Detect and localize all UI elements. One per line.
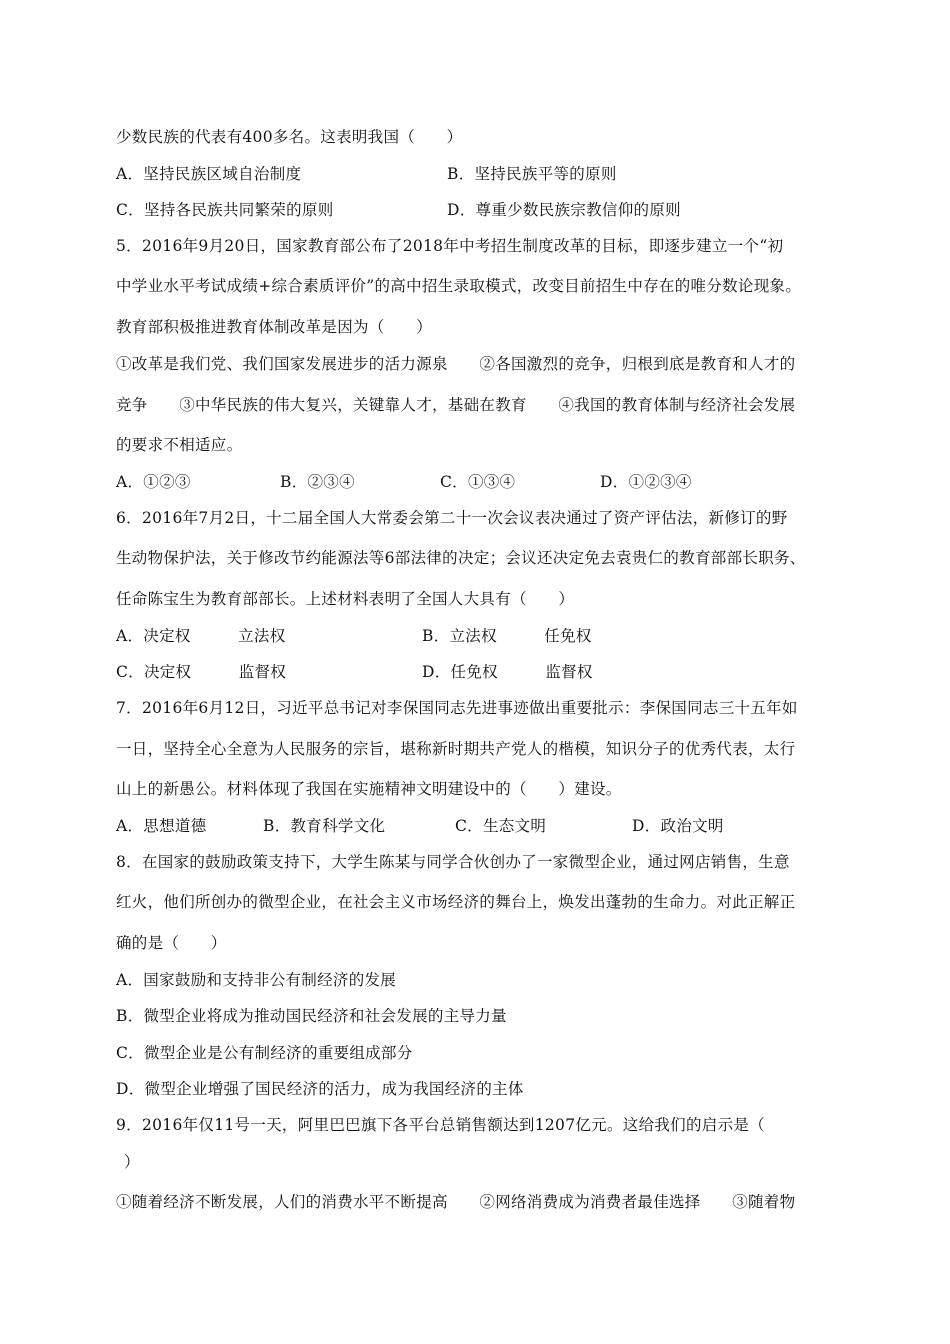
q5-statement-line-3: 的要求不相适应。 (116, 436, 243, 454)
q7-stem-line-2: 一日，坚持全心全意为人民服务的宗旨，堪称新时期共产党人的楷模，知识分子的优秀代表，太行 (116, 740, 796, 758)
q9-stem-line-2: ） (124, 1153, 140, 1171)
q7-stem-line-3: 山上的新愚公。材料体现了我国在实施精神文明建设中的（ ）建设。 (116, 780, 622, 798)
q9-stem-line-1: 9．2016年仅11号一天，阿里巴巴旗下各平台总销售额达到1207亿元。这给我们的启示是（ (116, 1116, 765, 1134)
q6-option-b: B．立法权 任免权 (422, 627, 592, 645)
q7-option-a: A．思想道德 (116, 817, 207, 835)
q8-stem-line-1: 8．在国家的鼓励政策支持下，大学生陈某与同学合伙创办了一家微型企业，通过网店销售，生意 (116, 853, 790, 871)
q5-stem-line-2: 中学业水平考试成绩+综合素质评价”的高中招生录取模式，改变目前招生中存在的唯分数论现象。 (116, 277, 802, 295)
q5-stem-line-1: 5．2016年9月20日，国家教育部公布了2018年中考招生制度改革的目标，即逐步建立一个“初 (116, 237, 784, 255)
q4-option-d: D．尊重少数民族宗教信仰的原则 (447, 201, 681, 219)
q7-option-b: B．教育科学文化 (263, 817, 386, 835)
q7-stem-line-1: 7．2016年6月12日，习近平总书记对李保国同志先进事迹做出重要批示：李保国同志三十五年如 (116, 699, 798, 717)
q6-stem-line-2: 生动物保护法，关于修改节约能源法等6部法律的决定；会议还决定免去袁贵仁的教育部部长职务、 (116, 549, 806, 567)
q4-option-a: A．坚持民族区域自治制度 (116, 165, 302, 183)
q4-option-b: B．坚持民族平等的原则 (447, 165, 617, 183)
q5-option-d: D．①②③④ (600, 473, 692, 491)
q5-option-c: C．①③④ (440, 473, 516, 491)
q8-stem-line-3: 确的是（ ） (116, 934, 227, 952)
q8-stem-line-2: 红火，他们所创办的微型企业，在社会主义市场经济的舞台上，焕发出蓬勃的生命力。对此正解正 (116, 893, 796, 911)
q8-option-c: C．微型企业是公有制经济的重要组成部分 (116, 1044, 413, 1062)
q6-stem-line-1: 6．2016年7月2日，十二届全国人大常委会第二十一次会议表决通过了资产评估法，新修订的野 (116, 509, 788, 527)
q9-statement-line-1: ①随着经济不断发展，人们的消费水平不断提高 ②网络消费成为消费者最佳选择 ③随着物 (116, 1193, 796, 1211)
q7-option-c: C．生态文明 (455, 817, 547, 835)
q5-stem-line-3: 教育部积极推进教育体制改革是因为（ ） (116, 318, 433, 336)
q5-statement-line-2: 竞争 ③中华民族的伟大复兴，关键靠人才，基础在教育 ④我国的教育体制与经济社会发展 (116, 396, 796, 414)
q4-option-c: C．坚持各民族共同繁荣的原则 (116, 201, 334, 219)
q4-stem-tail: 少数民族的代表有400多名。这表明我国（ ） (116, 128, 463, 146)
q6-option-a: A．决定权 立法权 (116, 627, 286, 645)
q5-option-a: A．①②③ (116, 473, 191, 491)
q8-option-b: B．微型企业将成为推动国民经济和社会发展的主导力量 (116, 1007, 507, 1025)
q6-option-c: C．决定权 监督权 (116, 663, 287, 681)
q8-option-d: D．微型企业增强了国民经济的活力，成为我国经济的主体 (116, 1080, 524, 1098)
q8-option-a: A．国家鼓励和支持非公有制经济的发展 (116, 971, 397, 989)
q6-option-d: D．任免权 监督权 (422, 663, 593, 681)
q5-statement-line-1: ①改革是我们党、我们国家发展进步的活力源泉 ②各国激烈的竞争，归根到底是教育和人才的 (116, 355, 796, 373)
q7-option-d: D．政治文明 (632, 817, 724, 835)
q6-stem-line-3: 任命陈宝生为教育部部长。上述材料表明了全国人大具有（ ） (116, 590, 575, 608)
q5-option-b: B．②③④ (280, 473, 355, 491)
